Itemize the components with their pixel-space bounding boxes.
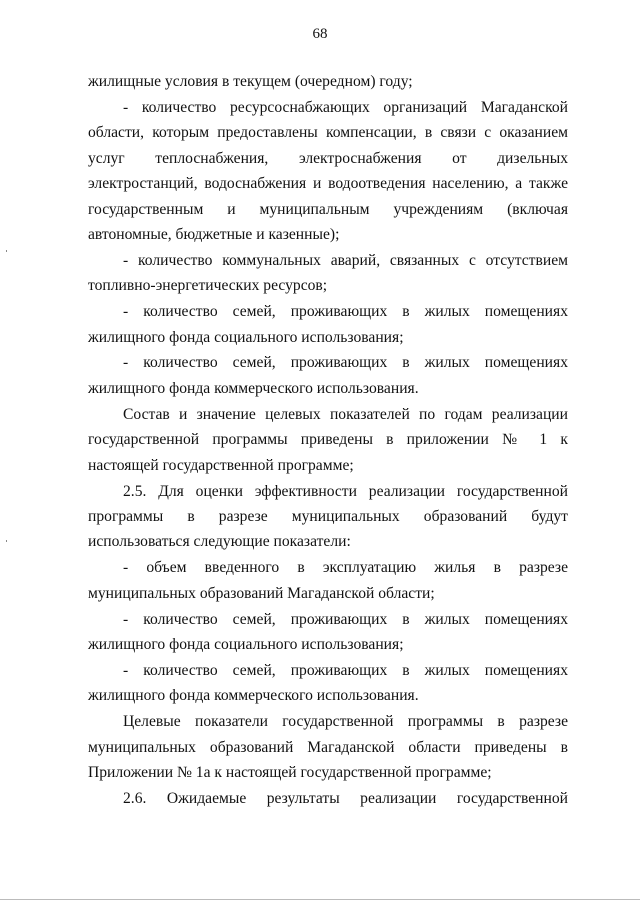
scan-edge-mark bbox=[6, 540, 7, 542]
paragraph: - количество семей, проживающих в жилых помещениях жилищного фонда социального использования; bbox=[88, 610, 568, 653]
paragraph: 2.6. Ожидаемые результаты реализации государственной bbox=[123, 789, 568, 807]
scan-edge-mark bbox=[6, 250, 7, 252]
page-number: 68 bbox=[312, 26, 328, 42]
paragraph: - количество коммунальных аварий, связанных с отсутствием топливно-энергетических ресурсов; bbox=[88, 251, 568, 295]
paragraph: - количество ресурсоснабжающих организаций Магаданской области, которым предоставлены компенсации, в связи с оказанием услуг теплоснабжения, электроснабжения от дизельных электростанций, водоснабжения и водоотведения населению, а также государственным и муниципальным учреждениям (включая автономные, бюджетные и казенные); bbox=[88, 98, 568, 243]
paragraph: Состав и значение целевых показателей по годам реализации государственной программы приведены в приложении № 1 к настоящей государственной программе; bbox=[88, 405, 568, 474]
paragraph: 2.5. Для оценки эффективности реализации государственной программы в разрезе муниципальных образований будут использоваться следующие показатели: bbox=[88, 482, 568, 551]
paragraph: - количество семей, проживающих в жилых помещениях жилищного фонда коммерческого использования. bbox=[88, 661, 568, 705]
paragraph: жилищные условия в текущем (очередном) году; bbox=[88, 73, 413, 90]
paragraph: - объем введенного в эксплуатацию жилья в разрезе муниципальных образований Магаданской области; bbox=[88, 559, 568, 602]
document-body bbox=[88, 69, 568, 812]
paragraph: - количество семей, проживающих в жилых помещениях жилищного фонда коммерческого использования. bbox=[88, 354, 568, 397]
scan-bottom-edge bbox=[0, 899, 640, 900]
paragraph: Целевые показатели государственной программы в разрезе муниципальных образований Магаданской области приведены в Приложении № 1а к настоящей государственной программе; bbox=[88, 713, 568, 781]
paragraph: - количество семей, проживающих в жилых помещениях жилищного фонда социального использования; bbox=[88, 303, 568, 346]
